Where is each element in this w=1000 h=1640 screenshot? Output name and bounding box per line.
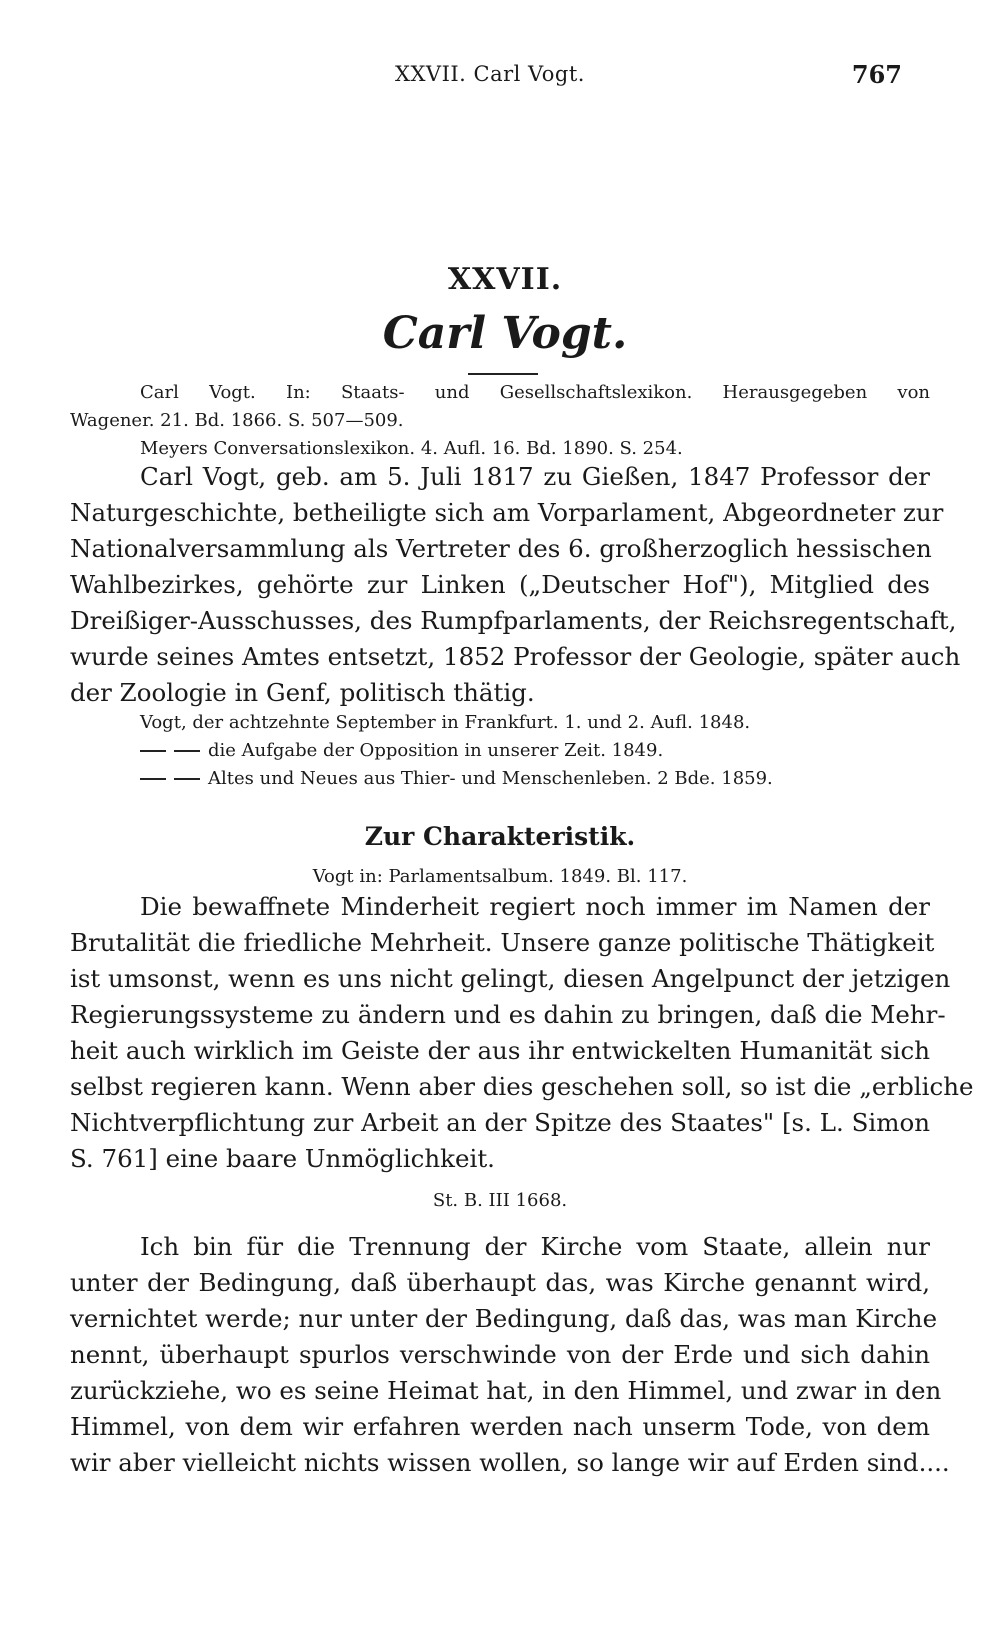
- bio-line: Wahlbezirkes, gehörte zur Linken („Deutscher Hof"), Mitglied des: [70, 570, 930, 599]
- quote-line: Regierungssysteme zu ändern und es dahin zu bringen, daß die Mehr-: [70, 1000, 946, 1029]
- quote-line: heit auch wirklich im Geiste der aus ihr entwickelten Humanität sich: [70, 1036, 930, 1065]
- title-rule: [468, 373, 538, 375]
- bio-line: Nationalversammlung als Vertreter des 6. großherzoglich hessischen: [70, 534, 932, 563]
- quote-line: nennt, überhaupt spurlos verschwinde von der Erde und sich dahin: [70, 1340, 930, 1369]
- ditto-dash: [140, 778, 166, 780]
- quote-line: ist umsonst, wenn es uns nicht gelingt, diesen Angelpunct der jetzigen: [70, 964, 951, 993]
- section-heading: Zur Charakteristik.: [364, 822, 636, 851]
- chapter-number: XXVII.: [447, 262, 563, 297]
- work-title: Altes und Neues aus Thier- und Menschenleben. 2 Bde. 1859.: [208, 768, 773, 789]
- quote-line: zurückziehe, wo es seine Heimat hat, in den Himmel, und zwar in den: [70, 1376, 942, 1405]
- bio-line: der Zoologie in Genf, politisch thätig.: [70, 678, 535, 707]
- reference-line: Wagener. 21. Bd. 1866. S. 507—509.: [70, 410, 404, 431]
- ditto-dash: [140, 750, 166, 752]
- quote-line: selbst regieren kann. Wenn aber dies geschehen soll, so ist die „erbliche: [70, 1072, 974, 1101]
- quote-line: vernichtet werde; nur unter der Bedingung, daß das, was man Kirche: [70, 1304, 938, 1333]
- source-citation: St. B. III 1668.: [432, 1190, 568, 1211]
- bio-line: wurde seines Amtes entsetzt, 1852 Professor der Geologie, später auch: [70, 642, 961, 671]
- bio-line: Naturgeschichte, betheiligte sich am Vorparlament, Abgeordneter zur: [70, 498, 944, 527]
- work-title: die Aufgabe der Opposition in unserer Zeit. 1849.: [208, 740, 664, 761]
- quote-line: Himmel, von dem wir erfahren werden nach unserm Tode, von dem: [70, 1412, 930, 1441]
- quote-line: Die bewaffnete Minderheit regiert noch immer im Namen der: [140, 892, 930, 921]
- quote-line: unter der Bedingung, daß überhaupt das, was Kirche genannt wird,: [70, 1268, 930, 1297]
- reference-line: Carl Vogt. In: Staats- und Gesellschaftslexikon. Herausgegeben von: [140, 382, 930, 403]
- work-entry: [140, 740, 930, 761]
- page-number: 767: [851, 60, 902, 89]
- chapter-title: Carl Vogt.: [382, 308, 628, 359]
- work-entry: Vogt, der achtzehnte September in Frankfurt. 1. und 2. Aufl. 1848.: [140, 712, 751, 733]
- running-head: XXVII. Carl Vogt.: [395, 62, 585, 86]
- source-citation: Vogt in: Parlamentsalbum. 1849. Bl. 117.: [312, 866, 688, 887]
- ditto-dash: [174, 778, 200, 780]
- bio-line: Dreißiger-Ausschusses, des Rumpfparlaments, der Reichsregentschaft,: [70, 606, 957, 635]
- quote-line: Nichtverpflichtung zur Arbeit an der Spitze des Staates" [s. L. Simon: [70, 1108, 930, 1137]
- work-entry: [140, 768, 930, 789]
- quote-line: Ich bin für die Trennung der Kirche vom Staate, allein nur: [140, 1232, 930, 1261]
- ditto-dash: [174, 750, 200, 752]
- quote-line: wir aber vielleicht nichts wissen wollen, so lange wir auf Erden sind....: [70, 1448, 950, 1477]
- page-header: [0, 62, 1000, 102]
- bio-line: Carl Vogt, geb. am 5. Juli 1817 zu Gießen, 1847 Professor der: [140, 462, 930, 491]
- quote-line: Brutalität die friedliche Mehrheit. Unsere ganze politische Thätigkeit: [70, 928, 935, 957]
- quote-line: S. 761] eine baare Unmöglichkeit.: [70, 1144, 495, 1173]
- reference-line: Meyers Conversationslexikon. 4. Aufl. 16. Bd. 1890. S. 254.: [140, 438, 683, 459]
